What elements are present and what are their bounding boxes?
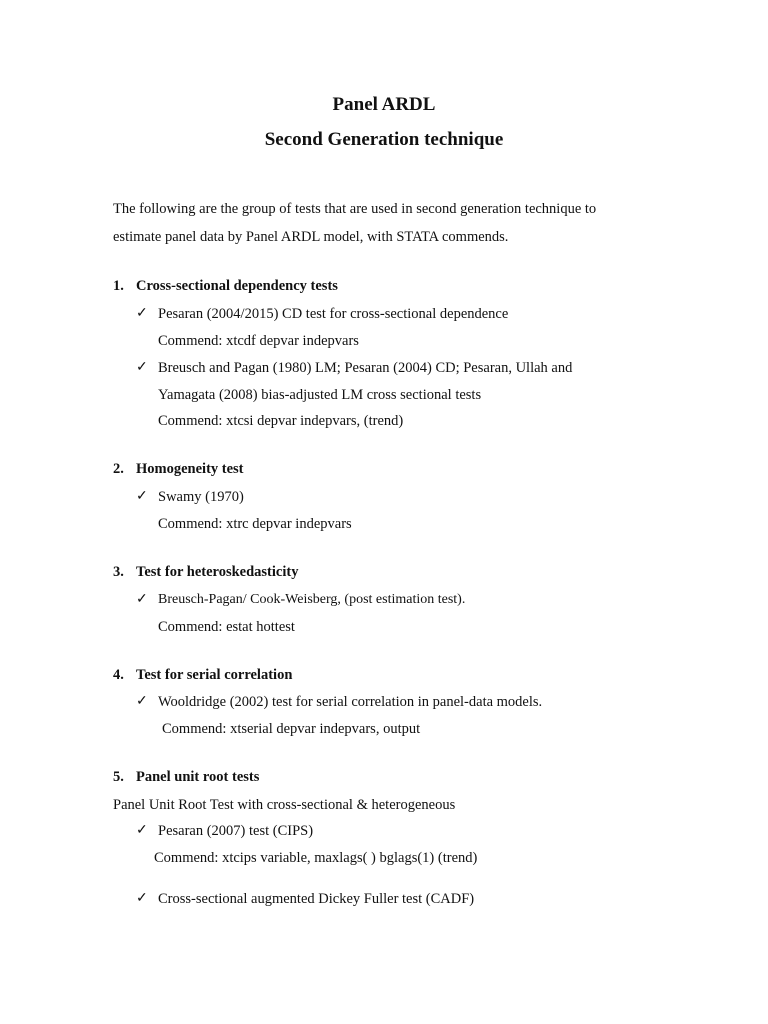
section-heading: Homogeneity test <box>136 461 244 477</box>
checkmark-icon: ✓ <box>136 360 148 375</box>
section-heading: Cross-sectional dependency tests <box>136 278 338 294</box>
list-item-text: Breusch and Pagan (1980) LM; Pesaran (2004) CD; Pesaran, Ullah and <box>158 360 573 376</box>
list-item-text: Breusch-Pagan/ Cook-Weisberg, (post estimation test). <box>158 592 466 607</box>
section-number: 4. <box>113 667 124 683</box>
list-item-command: Commend: xtserial depvar indepvars, output <box>162 721 421 737</box>
list-item-text-continued: Yamagata (2008) bias-adjusted LM cross sectional tests <box>158 387 482 403</box>
section-heading: Test for serial correlation <box>136 667 293 683</box>
list-item-command: Commend: xtcips variable, maxlags( ) bglags(1) (trend) <box>154 850 478 866</box>
checkmark-icon: ✓ <box>136 891 148 906</box>
section-note: Panel Unit Root Test with cross-sectional & heterogeneous <box>113 797 456 813</box>
list-item-text: Wooldridge (2002) test for serial correlation in panel-data models. <box>158 694 543 710</box>
list-item-command: Commend: xtcdf depvar indepvars <box>158 333 359 349</box>
page-subtitle: Second Generation technique <box>264 129 504 150</box>
section-number: 1. <box>113 278 124 294</box>
list-item-command: Commend: xtcsi depvar indepvars, (trend) <box>158 413 404 429</box>
section-number: 5. <box>113 769 124 785</box>
checkmark-icon: ✓ <box>136 489 148 504</box>
intro-line-2: estimate panel data by Panel ARDL model, with STATA commends. <box>113 229 509 245</box>
section-number: 2. <box>113 461 124 477</box>
checkmark-icon: ✓ <box>136 694 148 709</box>
section-heading: Panel unit root tests <box>136 769 260 785</box>
list-item-text: Pesaran (2004/2015) CD test for cross-sectional dependence <box>158 306 509 322</box>
list-item-command: Commend: estat hottest <box>158 619 295 635</box>
list-item-text: Pesaran (2007) test (CIPS) <box>158 823 314 839</box>
list-item-text: Cross-sectional augmented Dickey Fuller test (CADF) <box>158 891 475 907</box>
checkmark-icon: ✓ <box>136 823 148 838</box>
list-item-command: Commend: xtrc depvar indepvars <box>158 516 352 532</box>
checkmark-icon: ✓ <box>136 592 148 607</box>
checkmark-icon: ✓ <box>136 306 148 321</box>
section-heading: Test for heteroskedasticity <box>136 564 299 580</box>
list-item-text: Swamy (1970) <box>158 489 244 505</box>
section-number: 3. <box>113 564 124 580</box>
intro-line-1: The following are the group of tests that are used in second generation technique to <box>113 201 597 217</box>
page-title: Panel ARDL <box>332 94 436 115</box>
